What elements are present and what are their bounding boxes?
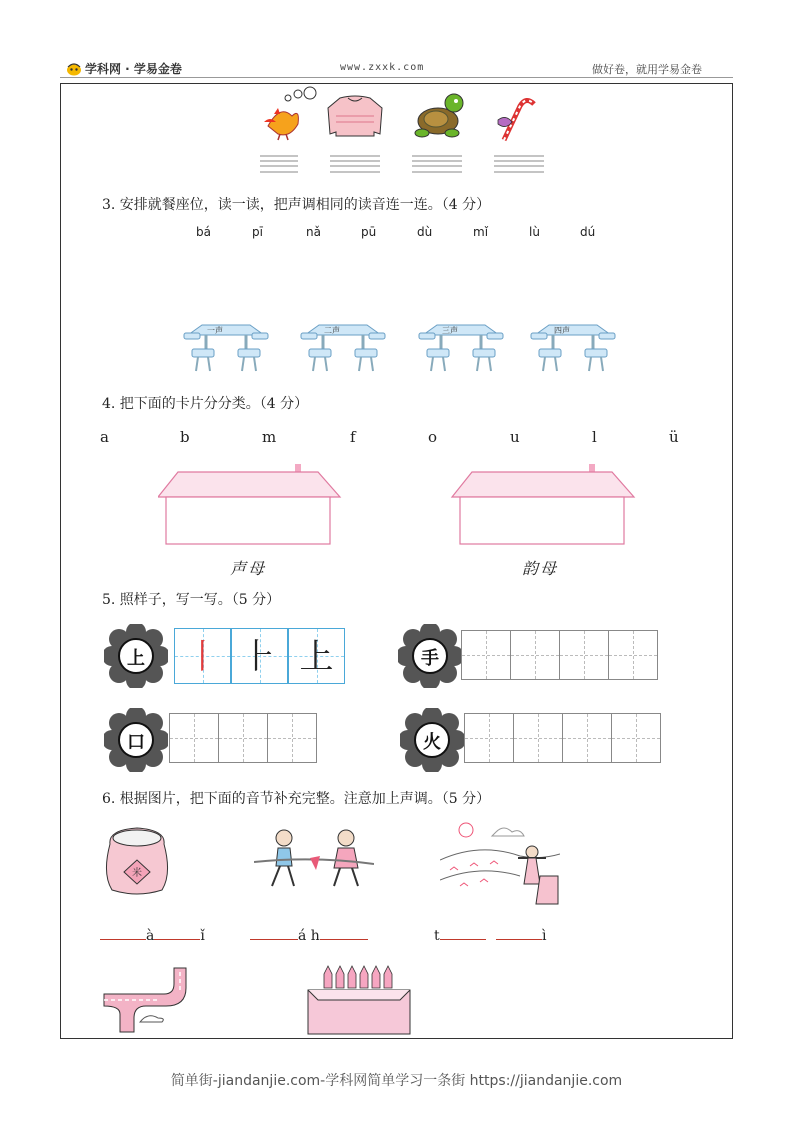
badge-char-shang: 上 bbox=[127, 648, 145, 669]
card-letter-3[interactable]: m bbox=[262, 428, 277, 446]
logo-icon bbox=[66, 62, 82, 76]
answer-3-part-a: t bbox=[434, 928, 440, 944]
badge-char-shou: 手 bbox=[421, 648, 439, 669]
badge-char-huo: 火 bbox=[423, 732, 441, 753]
house-finals[interactable] bbox=[452, 464, 634, 544]
sample-cell-1 bbox=[174, 628, 231, 684]
answer-1 bbox=[100, 928, 205, 944]
syllable-6[interactable]: mǐ bbox=[473, 225, 489, 239]
writing-cell[interactable] bbox=[218, 713, 268, 763]
answer-4-part-a: ì bbox=[542, 928, 547, 944]
syllable-7[interactable]: lù bbox=[529, 225, 540, 239]
house-label-finals: 韵母 bbox=[522, 559, 559, 578]
answer-blank[interactable] bbox=[250, 928, 298, 940]
answer-blank[interactable] bbox=[100, 928, 146, 940]
badge-char-kou: 口 bbox=[127, 732, 145, 753]
tug-of-war-image bbox=[254, 826, 374, 894]
answer-1-part-a: à bbox=[146, 928, 155, 944]
syllable-3[interactable]: nǎ bbox=[306, 225, 321, 239]
turtle-icon bbox=[415, 94, 463, 137]
candy-cane-icon bbox=[498, 100, 534, 140]
writing-cell[interactable] bbox=[611, 713, 661, 763]
writing-cell[interactable] bbox=[513, 713, 563, 763]
card-letter-4[interactable]: f bbox=[350, 428, 356, 446]
syllable-1[interactable]: bá bbox=[196, 225, 211, 239]
syllable-8[interactable]: dú bbox=[580, 225, 596, 239]
sample-stroke-3: 上 bbox=[299, 637, 334, 677]
sample-stroke-1: 丨 bbox=[185, 637, 220, 677]
sorting-houses bbox=[158, 462, 638, 548]
house-label-initials: 声母 bbox=[230, 559, 267, 578]
logo-text: 学科网 · 学易金卷 bbox=[85, 62, 182, 76]
table-tone-1[interactable] bbox=[184, 325, 268, 371]
q4-title: 4. 把下面的卡片分分类。（4 分） bbox=[102, 396, 309, 412]
writing-cell[interactable] bbox=[559, 630, 609, 680]
sample-stroke-2: ⺊ bbox=[242, 637, 277, 677]
table-label-1: 一声 bbox=[207, 326, 223, 335]
writing-cell[interactable] bbox=[461, 630, 511, 680]
answer-3 bbox=[434, 928, 486, 944]
sample-cell-3 bbox=[288, 628, 345, 684]
answer-blank[interactable] bbox=[154, 928, 200, 940]
page-footer: 简单街-jiandanjie.com-学科网简单学习一条街 https://jiandanjie.com bbox=[170, 1073, 623, 1089]
writing-cell[interactable] bbox=[169, 713, 219, 763]
scarecrow-field-image bbox=[440, 820, 560, 906]
syllable-4[interactable]: pū bbox=[361, 225, 377, 239]
table-label-2: 二声 bbox=[324, 326, 340, 335]
answer-2 bbox=[250, 928, 368, 944]
card-letter-7[interactable]: l bbox=[592, 428, 597, 446]
table-tone-2[interactable] bbox=[301, 325, 385, 371]
rooster-icon bbox=[264, 87, 316, 140]
writing-cell[interactable] bbox=[562, 713, 612, 763]
table-label-3: 三声 bbox=[442, 326, 458, 335]
card-letter-6[interactable]: u bbox=[510, 428, 520, 446]
answer-1-part-b: ǐ bbox=[200, 928, 205, 944]
rice-bag-image bbox=[100, 824, 174, 898]
writing-lines bbox=[260, 156, 544, 172]
answer-blank[interactable] bbox=[440, 928, 486, 940]
q6-title: 6. 根据图片，把下面的音节补充完整。注意加上声调。（5 分） bbox=[102, 791, 491, 807]
header-slogan: 做好卷，就用学易金卷 bbox=[592, 63, 702, 76]
card-letter-1[interactable]: a bbox=[100, 428, 109, 446]
answer-4 bbox=[496, 928, 546, 944]
header-url: www.zxxk.com bbox=[340, 62, 425, 73]
road-image bbox=[100, 966, 192, 1034]
table-tone-3[interactable] bbox=[419, 325, 503, 371]
house-initials[interactable] bbox=[158, 464, 340, 544]
card-letter-5[interactable]: o bbox=[428, 428, 438, 446]
q3-title: 3. 安排就餐座位，读一读，把声调相同的读音连一连。（4 分） bbox=[102, 197, 491, 213]
writing-cell[interactable] bbox=[608, 630, 658, 680]
table-tone-4[interactable] bbox=[531, 325, 615, 371]
answer-blank[interactable] bbox=[320, 928, 368, 940]
answer-2-part-a: á h bbox=[298, 928, 320, 944]
header-divider bbox=[60, 77, 733, 78]
q5-title: 5. 照样子，写一写。（5 分） bbox=[102, 592, 281, 608]
syllable-2[interactable]: pī bbox=[252, 225, 263, 239]
writing-cell[interactable] bbox=[267, 713, 317, 763]
table-label-4: 四声 bbox=[554, 326, 570, 335]
sweater-icon bbox=[328, 96, 382, 136]
writing-cell[interactable] bbox=[510, 630, 560, 680]
site-logo bbox=[66, 60, 182, 77]
svg-text:米: 米 bbox=[132, 868, 142, 879]
sample-cell-2 bbox=[231, 628, 288, 684]
syllable-5[interactable]: dù bbox=[417, 225, 433, 239]
crayon-box-image bbox=[306, 962, 412, 1036]
card-letter-8[interactable]: ü bbox=[669, 428, 679, 446]
picture-row bbox=[260, 86, 550, 176]
card-letter-2[interactable]: b bbox=[180, 428, 190, 446]
answer-blank[interactable] bbox=[496, 928, 542, 940]
writing-cell[interactable] bbox=[464, 713, 514, 763]
